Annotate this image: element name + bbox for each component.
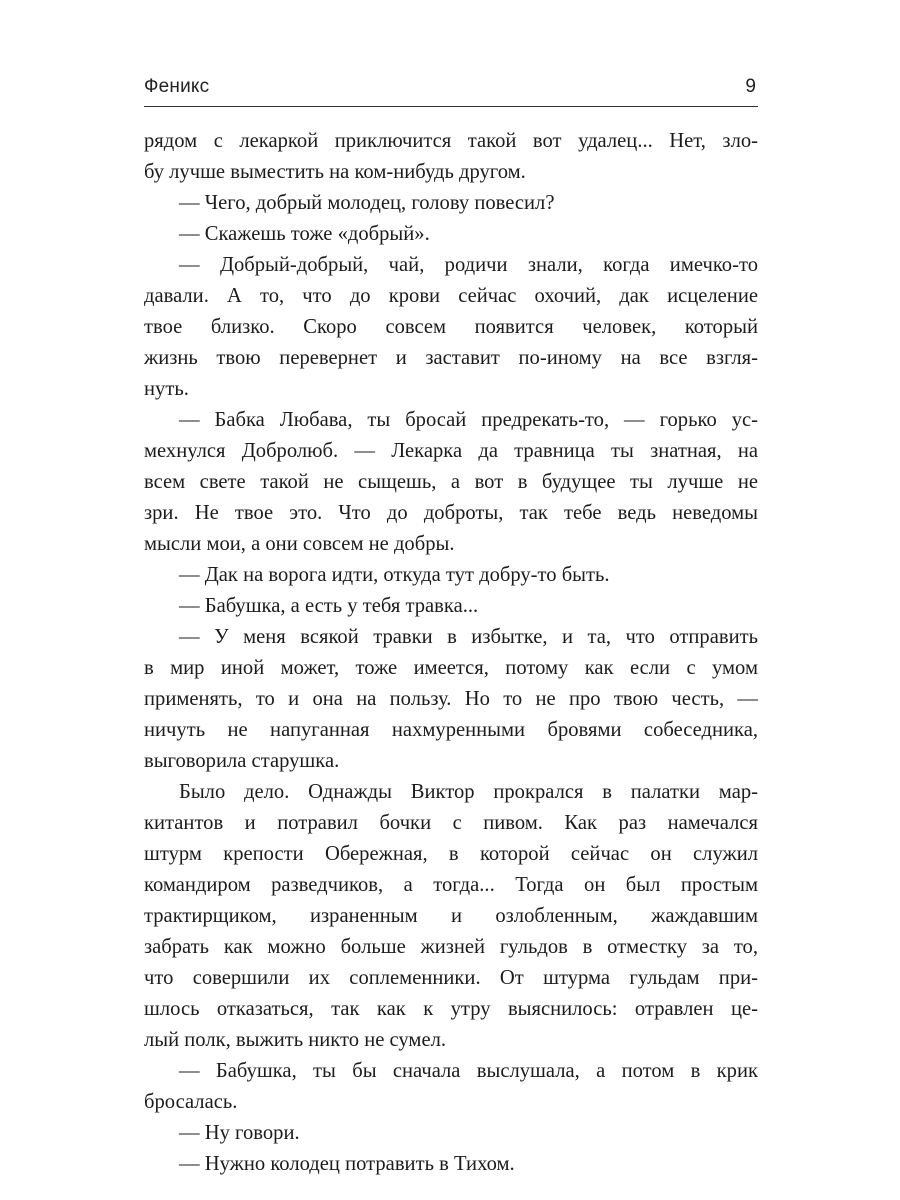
- text-line: мехнулся Добролюб. — Лекарка да травница ты знатная, на: [144, 440, 758, 462]
- text-line: выговорила старушка.: [144, 750, 340, 772]
- text-line: бросалась.: [144, 1091, 238, 1113]
- text-line: забрать как можно больше жизней гульдов в отместку за то,: [144, 936, 758, 958]
- text-line: нуть.: [144, 378, 189, 400]
- text-line: Было дело. Однажды Виктор прокрался в палатки мар-: [179, 781, 758, 803]
- text-line: — Скажешь тоже «добрый».: [179, 223, 430, 245]
- text-line: — Дак на ворога идти, откуда тут добру-то быть.: [179, 564, 610, 586]
- text-line: твое близко. Скоро совсем появится человек, который: [144, 316, 758, 338]
- header-rule: [144, 106, 758, 107]
- text-line: — Бабушка, ты бы сначала выслушала, а потом в крик: [179, 1060, 758, 1082]
- text-line: — У меня всякой травки в избытке, и та, что отправить: [179, 626, 758, 648]
- body-text: [144, 126, 758, 1180]
- text-line: всем свете такой не сыщешь, а вот в будущее ты лучше не: [144, 471, 758, 493]
- text-line: — Чего, добрый молодец, голову повесил?: [179, 192, 555, 214]
- text-line: трактирщиком, израненным и озлобленным, жаждавшим: [144, 905, 758, 927]
- text-line: командиром разведчиков, а тогда... Тогда он был простым: [144, 874, 758, 896]
- text-line: применять, то и она на пользу. Но то не про твою честь, —: [144, 688, 758, 710]
- text-line: — Нужно колодец потравить в Тихом.: [179, 1153, 515, 1175]
- text-line: лый полк, выжить никто не сумел.: [144, 1029, 447, 1051]
- text-line: бу лучше выместить на ком-нибудь другом.: [144, 161, 526, 183]
- text-line: рядом с лекаркой приключится такой вот удалец... Нет, зло-: [144, 130, 758, 152]
- text-line: — Добрый-добрый, чай, родичи знали, когда имечко-то: [179, 254, 758, 276]
- text-line: штурм крепости Обережная, в которой сейчас он служил: [144, 843, 758, 865]
- text-line: жизнь твою перевернет и заставит по-иному на все взгля-: [144, 347, 758, 369]
- text-line: ничуть не напуганная нахмуренными бровями собеседника,: [144, 719, 758, 741]
- book-title: Феникс: [144, 76, 210, 97]
- text-line: — Бабушка, а есть у тебя травка...: [179, 595, 479, 617]
- text-line: зри. Не твое это. Что до доброты, так тебе ведь неведомы: [144, 502, 758, 524]
- page-number: 9: [745, 76, 756, 97]
- text-line: шлось отказаться, так как к утру выяснилось: отравлен це-: [144, 998, 758, 1020]
- text-line: — Бабка Любава, ты бросай предрекать-то, — горько ус-: [179, 409, 758, 431]
- text-line: в мир иной может, тоже имеется, потому как если с умом: [144, 657, 758, 679]
- text-line: что совершили их соплеменники. От штурма гульдам при-: [144, 967, 758, 989]
- text-line: китантов и потравил бочки с пивом. Как раз намечался: [144, 812, 758, 834]
- running-header: [144, 76, 756, 102]
- text-line: мысли мои, а они совсем не добры.: [144, 533, 455, 555]
- text-line: — Ну говори.: [179, 1122, 300, 1144]
- text-line: давали. А то, что до крови сейчас охочий, дак исцеление: [144, 285, 758, 307]
